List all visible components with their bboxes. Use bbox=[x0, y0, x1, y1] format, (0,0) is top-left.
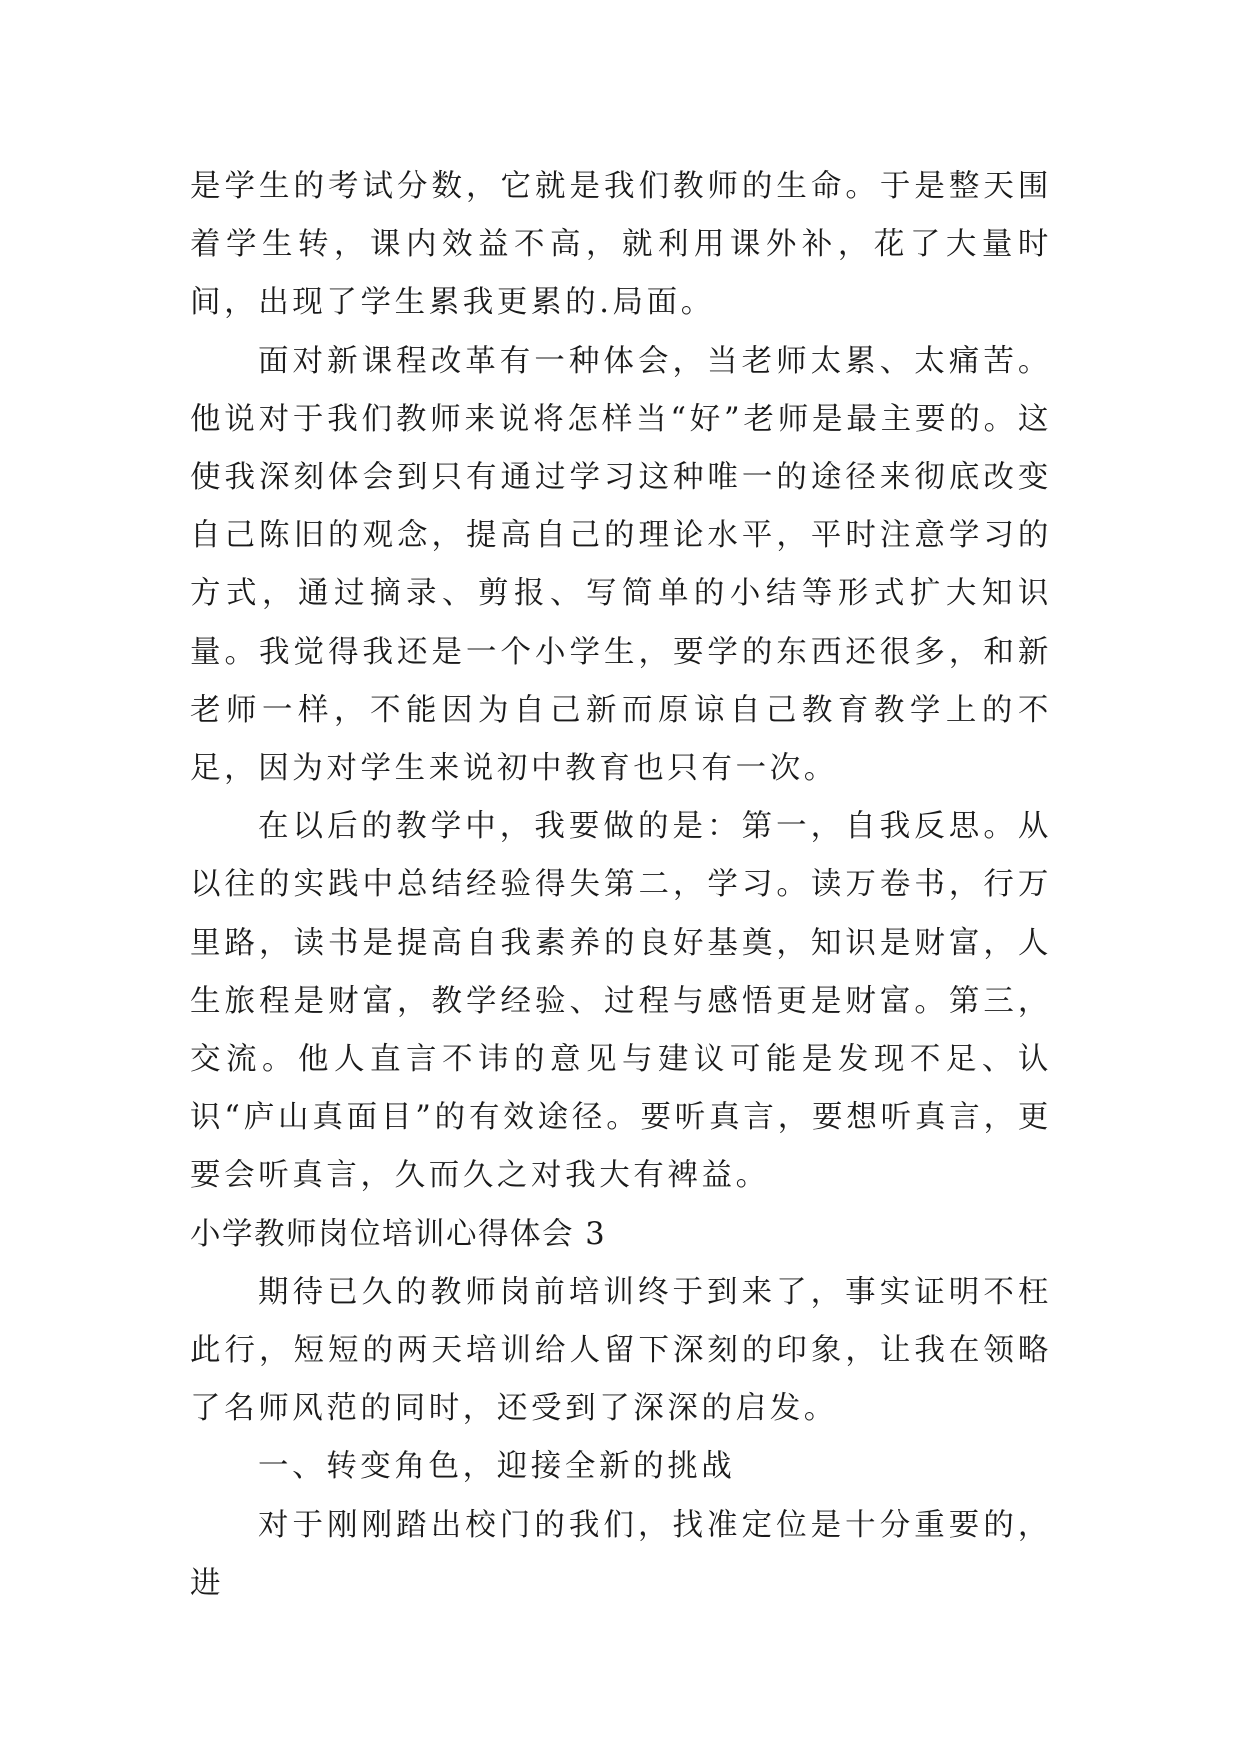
document-body bbox=[190, 158, 1052, 1613]
paragraph-new-curriculum: 面对新课程改革有一种体会，当老师太累、太痛苦。他说对于我们教师来说将怎样当“好”老师是最主要的。这使我深刻体会到只有通过学习这种唯一的途径来彻底改变自己陈旧的观念，提高自己的理论水平，平时注意学习的方式，通过摘录、剪报、写简单的小结等形式扩大知识量。我觉得我还是一个小学生，要学的东西还很多，和新老师一样，不能因为自己新而原谅自己教育教学上的不足，因为对学生来说初中教育也只有一次。 bbox=[190, 343, 1052, 787]
paragraph-training-intro: 期待已久的教师岗前培训终于到来了，事实证明不枉此行，短短的两天培训给人留下深刻的印象，让我在领略了名师风范的同时，还受到了深深的启发。 bbox=[190, 1274, 1052, 1427]
paragraph-positioning: 对于刚刚踏出校门的我们，找准定位是十分重要的，进 bbox=[190, 1507, 1052, 1601]
paragraph-continuation: 是学生的考试分数，它就是我们教师的生命。于是整天围着学生转，课内效益不高，就利用课外补，花了大量时间，出现了学生累我更累的.局面。 bbox=[190, 169, 1052, 321]
subheading-role-change: 一、转变角色，迎接全新的挑战 bbox=[258, 1449, 736, 1485]
paragraph-future-teaching: 在以后的教学中，我要做的是：第一，自我反思。从以往的实践中总结经验得失第二，学习。读万卷书，行万里路，读书是提高自我素养的良好基奠，知识是财富，人生旅程是财富，教学经验、过程与感悟更是财富。第三，交流。他人直言不讳的意见与建议可能是发现不足、认识“庐山真面目”的有效途径。要听真言，要想听真言，更要会听真言，久而久之对我大有裨益。 bbox=[190, 809, 1052, 1194]
section-title: 小学教师岗位培训心得体会 3 bbox=[190, 1216, 607, 1252]
